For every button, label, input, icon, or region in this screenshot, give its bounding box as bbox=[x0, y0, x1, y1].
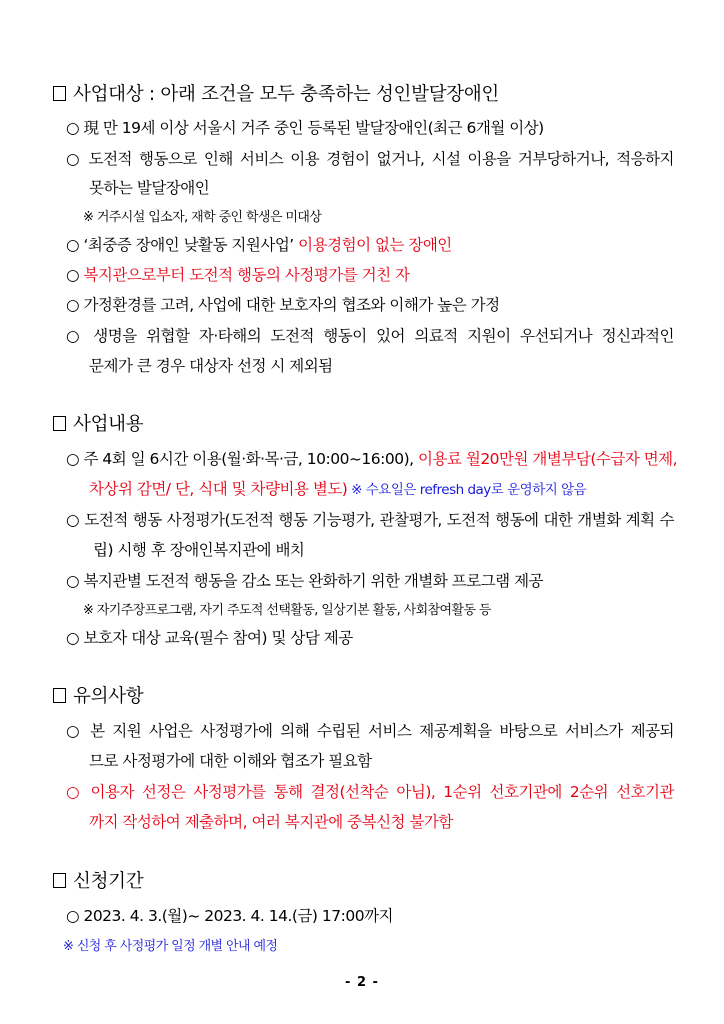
list-item-continuation: 립) 시행 후 장애인복지관에 배치 bbox=[93, 541, 305, 559]
list-item: ○ 도전적 행동 사정평가(도전적 행동 기능평가, 관찰평가, 도전적 행동에 대한 개별화 계획 수 bbox=[66, 511, 674, 529]
list-item-continuation: 문제가 큰 경우 대상자 선정 시 제외됨 bbox=[89, 357, 333, 375]
checkbox-square-icon bbox=[53, 416, 66, 431]
list-item: ○ 복지관으로부터 도전적 행동의 사정평가를 거친 자 bbox=[66, 266, 410, 284]
list-item: ○ 보호자 대상 교육(필수 참여) 및 상담 제공 bbox=[66, 629, 353, 647]
list-item: ○ 도전적 행동으로 인해 서비스 이용 경험이 없거나, 시설 이용을 거부당하거나, 적응하지 bbox=[66, 150, 674, 168]
section-heading-content bbox=[53, 410, 143, 436]
list-item: ○ ‘최중증 장애인 낮활동 지원사업’ 이용경험이 없는 장애인 bbox=[66, 236, 452, 254]
checkbox-square-icon bbox=[53, 873, 66, 888]
list-item-continuation: 못하는 발달장애인 bbox=[89, 179, 210, 197]
checkbox-square-icon bbox=[53, 688, 66, 703]
section-heading-target bbox=[53, 80, 499, 106]
list-item-continuation: 므로 사정평가에 대한 이해와 협조가 필요함 bbox=[89, 752, 372, 770]
section-heading-notes bbox=[53, 682, 143, 708]
list-item-highlight: ○ 이용자 선정은 사정평가를 통해 결정(선착순 아님), 1순위 선호기관에 2순위 선호기관 bbox=[66, 783, 674, 801]
section-title: 신청기간 bbox=[73, 871, 144, 892]
list-item: ○ 2023. 4. 3.(월)~ 2023. 4. 14.(금) 17:00까지 bbox=[66, 907, 394, 925]
list-item: ○ 가정환경를 고려, 사업에 대한 보호자의 협조와 이해가 높은 가정 bbox=[66, 296, 500, 314]
list-item: ○ 본 지원 사업은 사정평가에 의해 수립된 서비스 제공계획을 바탕으로 서비스가 제공되 bbox=[66, 722, 674, 740]
list-item: ○ 주 4회 일 6시간 이용(월·화·목·금, 10:00~16:00), 이용료 월20만원 개별부담(수급자 면제, bbox=[66, 450, 678, 468]
section-title: 사업내용 bbox=[73, 414, 144, 435]
highlight-text: 차상위 감면/ 단, 식대 및 차량비용 별도) bbox=[89, 480, 348, 498]
section-heading-period bbox=[53, 867, 143, 893]
list-item: ○ 생명을 위협할 자·타해의 도전적 행동이 있어 의료적 지원이 우선되거나 정신과적인 bbox=[66, 327, 674, 345]
highlight-text: 이용경험이 없는 장애인 bbox=[293, 236, 452, 254]
section-title: 유의사항 bbox=[73, 686, 144, 707]
list-item-continuation: 까지 작성하여 제출하며, 여러 복지관에 중복신청 불가함 bbox=[89, 813, 453, 831]
blue-note-text: ※ 신청 후 사정평가 일정 개별 안내 예정 bbox=[63, 939, 278, 954]
highlight-text: 이용료 월20만원 개별부담(수급자 면제, bbox=[413, 450, 678, 468]
checkbox-square-icon bbox=[53, 86, 66, 101]
section-title: 사업대상 : 아래 조건을 모두 충족하는 성인발달장애인 bbox=[73, 84, 499, 105]
page-number: - 2 - bbox=[345, 975, 379, 990]
note-text: ※ 자기주장프로그램, 자기 주도적 선택활동, 일상기본 활동, 사회참여활동 등 bbox=[83, 603, 491, 618]
list-item: ○ 복지관별 도전적 행동을 감소 또는 완화하기 위한 개별화 프로그램 제공 bbox=[66, 572, 544, 590]
blue-note-text: ※ 수요일은 refresh day로 운영하지 않음 bbox=[347, 482, 587, 498]
list-item: ○ 現 만 19세 이상 서울시 거주 중인 등록된 발달장애인(최근 6개월 이상) bbox=[66, 119, 544, 137]
list-item-continuation bbox=[89, 477, 586, 499]
note-text: ※ 거주시설 입소자, 재학 중인 학생은 미대상 bbox=[83, 210, 322, 225]
highlight-text: 복지관으로부터 도전적 행동의 사정평가를 거친 자 bbox=[83, 266, 410, 284]
